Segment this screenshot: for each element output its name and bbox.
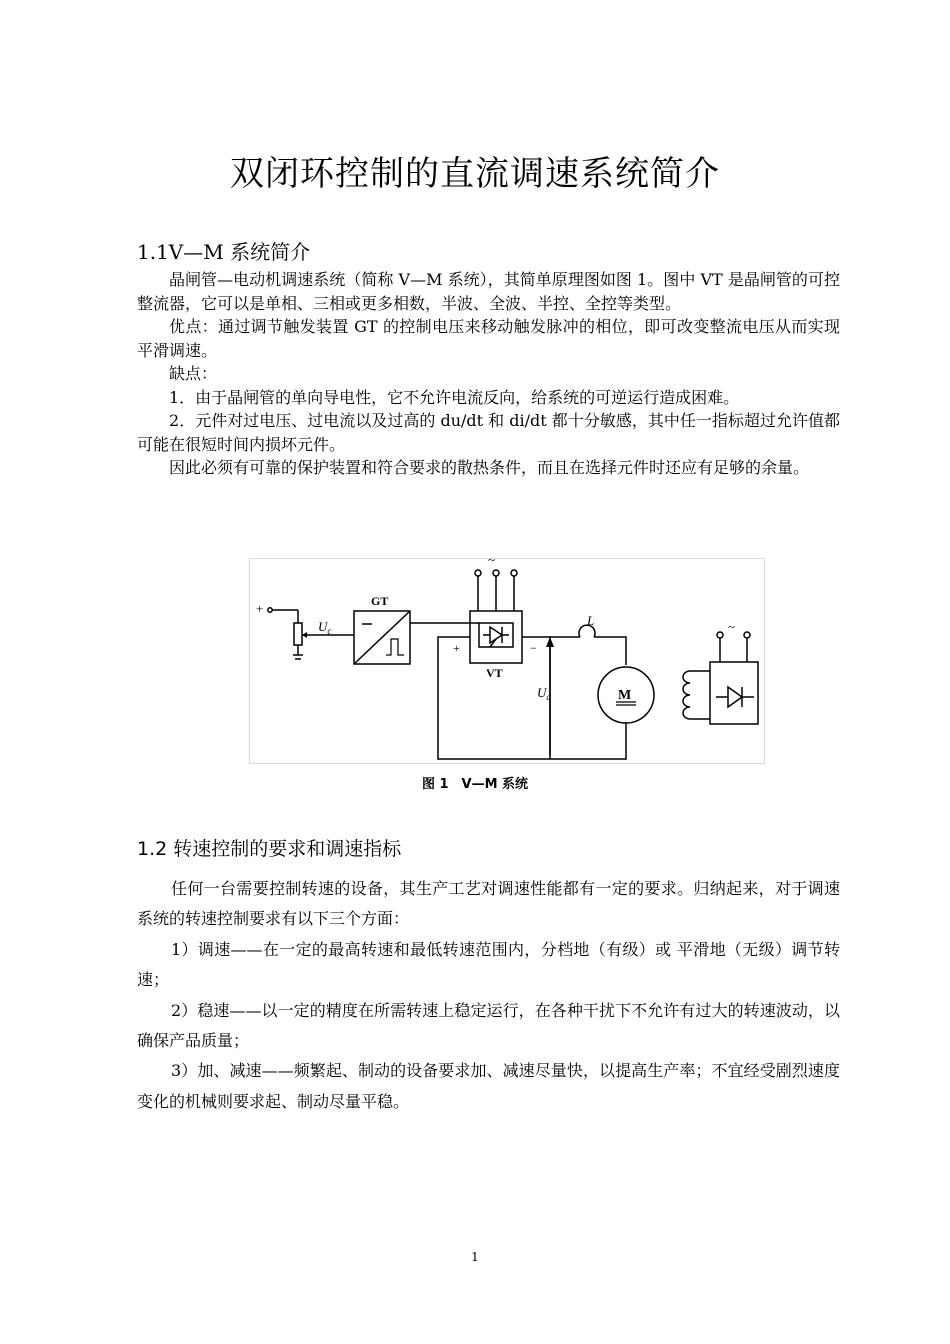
circuit-diagram (249, 558, 765, 764)
paragraph: 2）稳速——以一定的精度在所需转速上稳定运行，在各种干扰下不允许有过大的转速波动，以确保产品质量； (137, 1000, 840, 1051)
paragraph: 任何一台需要控制转速的设备，其生产工艺对调速性能都有一定的要求。归纳起来，对于调速系统的转速控制要求有以下三个方面： (137, 879, 840, 929)
input-terminal (268, 608, 272, 612)
page-title: 双闭环控制的直流调速系统简介 (230, 154, 720, 194)
uc-label-sub: c (327, 626, 332, 636)
figure-caption: 图 1 V—M 系统 (421, 777, 529, 792)
ud-label (537, 685, 551, 702)
paragraph: 1）调速——在一定的最高转速和最低转速范围内，分档地（有级）或 平滑地（无级）调节转速； (137, 939, 840, 990)
inductor-l (550, 625, 626, 665)
potentiometer-symbol (272, 610, 309, 659)
ud-label-sub: d (546, 692, 551, 702)
gt-label: GT (371, 594, 389, 608)
uc-label (318, 619, 331, 636)
ac-symbol-right: ~ (728, 619, 736, 634)
gt-trigger-block (354, 611, 410, 664)
section-1-body (137, 268, 840, 480)
vt-ac-terminals (475, 570, 517, 611)
paragraph: 缺点： (169, 364, 218, 383)
section-2-heading: 1.2 转速控制的要求和调速指标 (137, 838, 402, 860)
paragraph: 1．由于晶闸管的单向导电性，它不允许电流反向，给系统的可逆运行造成困难。 (169, 387, 740, 407)
inductor-label: L (587, 613, 595, 628)
input-plus-label: + (256, 601, 264, 616)
paragraph: 晶闸管—电动机调速系统（简称 V—M 系统），其简单原理图如图 1。图中 VT 是晶闸管的可控整流器，它可以是单相、三相或更多相数，半波、全波、半控、全控等类型。 (137, 270, 840, 313)
ud-label-main: U (537, 685, 547, 700)
motor-label: M (618, 688, 632, 703)
vt-label: VT (486, 666, 503, 680)
vt-plus-label: + (453, 641, 460, 655)
field-rectifier-block (710, 632, 758, 724)
section-1-heading: 1.1V—M 系统简介 (137, 240, 311, 264)
paragraph: 优点：通过调节触发装置 GT 的控制电压来移动触发脉冲的相位，即可改变整流电压从而实现平滑调速。 (137, 317, 840, 360)
vt-minus-label: − (530, 641, 537, 655)
ud-arrowhead (546, 637, 554, 647)
circuit-diagram-svg (250, 559, 764, 763)
paragraph: 3）加、减速——频繁起、制动的设备要求加、减速尽量快，以提高生产率；不宜经受剧烈速度变化的机械则要求起、制动尽量平稳。 (137, 1061, 840, 1111)
ac-symbol-top: ~ (488, 559, 496, 567)
page-number: 1 (471, 1250, 479, 1264)
paragraph: 因此必须有可靠的保护装置和符合要求的散热条件，而且在选择元件时还应有足够的余量。 (169, 458, 810, 477)
vt-rectifier-block (470, 611, 522, 663)
section-2-body (137, 874, 840, 1117)
field-winding (683, 671, 710, 719)
paragraph: 2．元件对过电压、过电流以及过高的 du/dt 和 di/dt 都十分敏感，其中任一指标超过允许值都可能在很短时间内损坏元件。 (137, 411, 840, 454)
uc-label-main: U (318, 619, 328, 634)
